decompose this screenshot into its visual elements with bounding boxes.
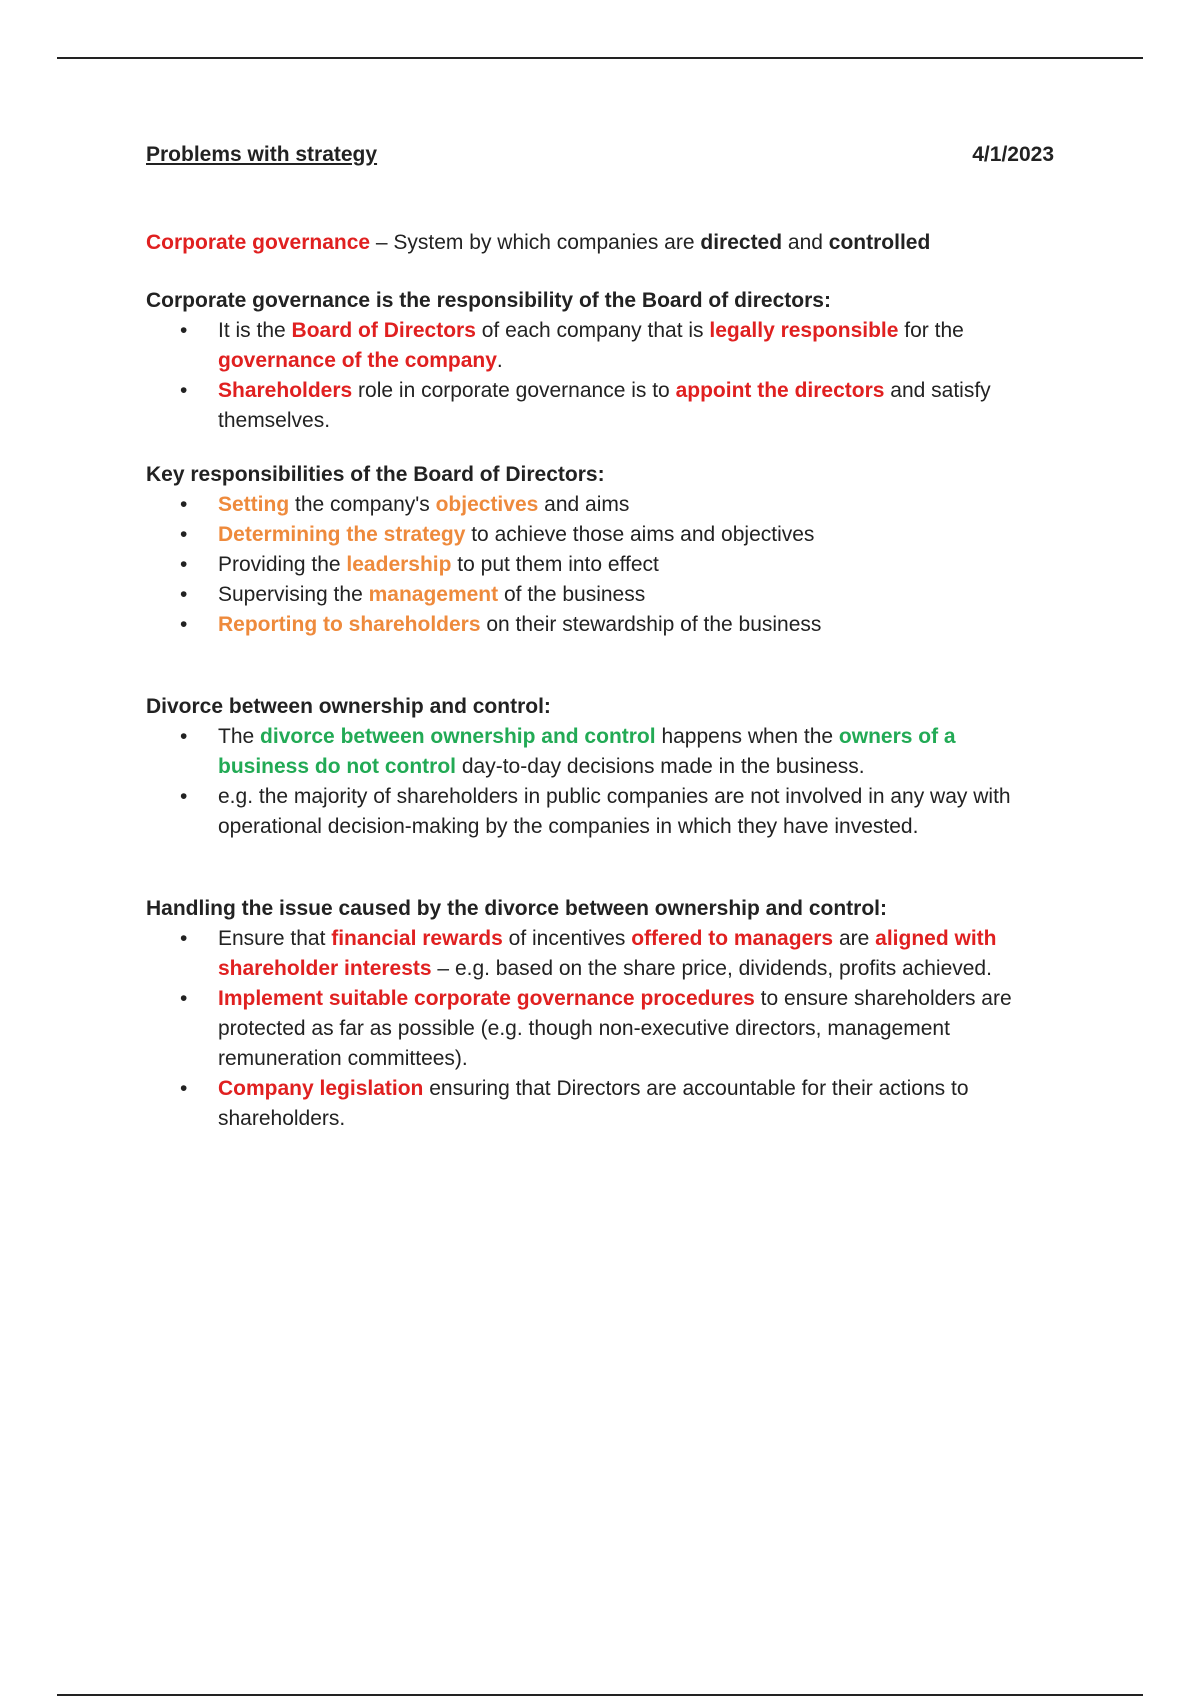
governance-responsibility-list bbox=[146, 316, 1046, 436]
bullet-icon: • bbox=[180, 493, 188, 516]
highlight-run: objectives bbox=[435, 493, 539, 516]
text-run: the company's bbox=[289, 493, 436, 516]
list-item bbox=[146, 984, 1046, 1074]
highlight-run: owners of a business do not control bbox=[218, 725, 956, 778]
highlight-run: financial rewards bbox=[331, 927, 503, 950]
document-body bbox=[146, 140, 1054, 1134]
bullet-icon: • bbox=[180, 379, 188, 402]
highlight-run: Board of Directors bbox=[291, 319, 476, 342]
text-run: and aims bbox=[538, 493, 630, 516]
text-run: to put them into effect bbox=[451, 553, 659, 576]
highlight-run: Shareholders bbox=[218, 379, 353, 402]
bullet-icon: • bbox=[180, 785, 188, 808]
bullet-icon: • bbox=[180, 987, 188, 1010]
text-run: to achieve those aims and objectives bbox=[465, 523, 815, 546]
divorce-list bbox=[146, 722, 1046, 842]
highlight-run: management bbox=[368, 583, 499, 606]
text-run: of incentives bbox=[502, 927, 632, 950]
bullet-icon: • bbox=[180, 523, 188, 546]
text-run: of the business bbox=[498, 583, 646, 606]
text-run: of each company that is bbox=[475, 319, 710, 342]
text-run: e.g. the majority of shareholders in public companies are not involved in any way with operational decision-making by the companies in which they have invested. bbox=[218, 785, 1011, 838]
text-run: for the bbox=[898, 319, 964, 342]
highlight-run: Setting bbox=[218, 493, 290, 516]
bullet-icon: • bbox=[180, 553, 188, 576]
text-run: – e.g. based on the share price, dividends, profits achieved. bbox=[431, 957, 992, 980]
list-item bbox=[146, 722, 1046, 782]
text-run: are bbox=[833, 927, 876, 950]
list-item bbox=[146, 316, 1046, 376]
bottom-rule bbox=[57, 1694, 1143, 1696]
list-item bbox=[146, 550, 1046, 580]
list-item bbox=[146, 376, 1046, 436]
bullet-icon: • bbox=[180, 927, 188, 950]
list-item bbox=[146, 782, 1046, 842]
text-run: ensuring that Directors are accountable for their actions to shareholders. bbox=[218, 1077, 969, 1130]
page-date: 4/1/2023 bbox=[972, 143, 1054, 166]
definition-term: Corporate governance bbox=[146, 231, 371, 254]
highlight-run: aligned with shareholder interests bbox=[218, 927, 997, 980]
text-run: and satisfy themselves. bbox=[218, 379, 991, 432]
bullet-icon: • bbox=[180, 319, 188, 342]
text-run: It is the bbox=[218, 319, 292, 342]
highlight-run: Company legislation bbox=[218, 1077, 424, 1100]
handling-issue-list bbox=[146, 924, 1046, 1134]
text-run: to ensure shareholders are protected as far as possible (e.g. though non-executive directors, management remuneration committees). bbox=[218, 987, 1012, 1070]
highlight-run: leadership bbox=[346, 553, 452, 576]
section-heading-divorce: Divorce between ownership and control: bbox=[146, 695, 551, 718]
highlight-run: Implement suitable corporate governance procedures bbox=[218, 987, 755, 1010]
highlight-run: Reporting to shareholders bbox=[218, 613, 481, 636]
highlight-run: legally responsible bbox=[709, 319, 899, 342]
list-item bbox=[146, 520, 1046, 550]
list-item bbox=[146, 580, 1046, 610]
bullet-icon: • bbox=[180, 1077, 188, 1100]
page-title: Problems with strategy bbox=[146, 143, 378, 166]
bullet-icon: • bbox=[180, 583, 188, 606]
highlight-run: Determining the strategy bbox=[218, 523, 466, 546]
key-responsibilities-list bbox=[146, 490, 1046, 640]
highlight-run: divorce between ownership and control bbox=[260, 725, 656, 748]
list-item bbox=[146, 924, 1046, 984]
bullet-icon: • bbox=[180, 613, 188, 636]
list-item bbox=[146, 1074, 1046, 1134]
text-run: day-to-day decisions made in the business. bbox=[456, 755, 865, 778]
list-item bbox=[146, 610, 1046, 640]
highlight-run: appoint the directors bbox=[675, 379, 885, 402]
text-run: . bbox=[496, 349, 503, 372]
definition-text: – System by which companies are bbox=[370, 231, 701, 254]
highlight-run: governance of the company bbox=[218, 349, 497, 372]
text-run: Ensure that bbox=[218, 927, 332, 950]
definition-and: and bbox=[782, 231, 829, 254]
definition-line bbox=[146, 228, 1046, 258]
section-heading-key-responsibilities: Key responsibilities of the Board of Directors: bbox=[146, 463, 605, 486]
top-rule bbox=[57, 57, 1143, 59]
title-row bbox=[146, 140, 1054, 176]
list-item bbox=[146, 490, 1046, 520]
definition-word-directed: directed bbox=[700, 231, 783, 254]
text-run: role in corporate governance is to bbox=[352, 379, 676, 402]
bullet-icon: • bbox=[180, 725, 188, 748]
text-run: The bbox=[218, 725, 261, 748]
text-run: on their stewardship of the business bbox=[480, 613, 822, 636]
section-heading-handling-issue: Handling the issue caused by the divorce between ownership and control: bbox=[146, 897, 887, 920]
text-run: happens when the bbox=[655, 725, 839, 748]
section-heading-governance-responsibility: Corporate governance is the responsibility of the Board of directors: bbox=[146, 289, 831, 312]
text-run: Supervising the bbox=[218, 583, 369, 606]
text-run: Providing the bbox=[218, 553, 347, 576]
definition-word-controlled: controlled bbox=[828, 231, 931, 254]
highlight-run: offered to managers bbox=[631, 927, 834, 950]
